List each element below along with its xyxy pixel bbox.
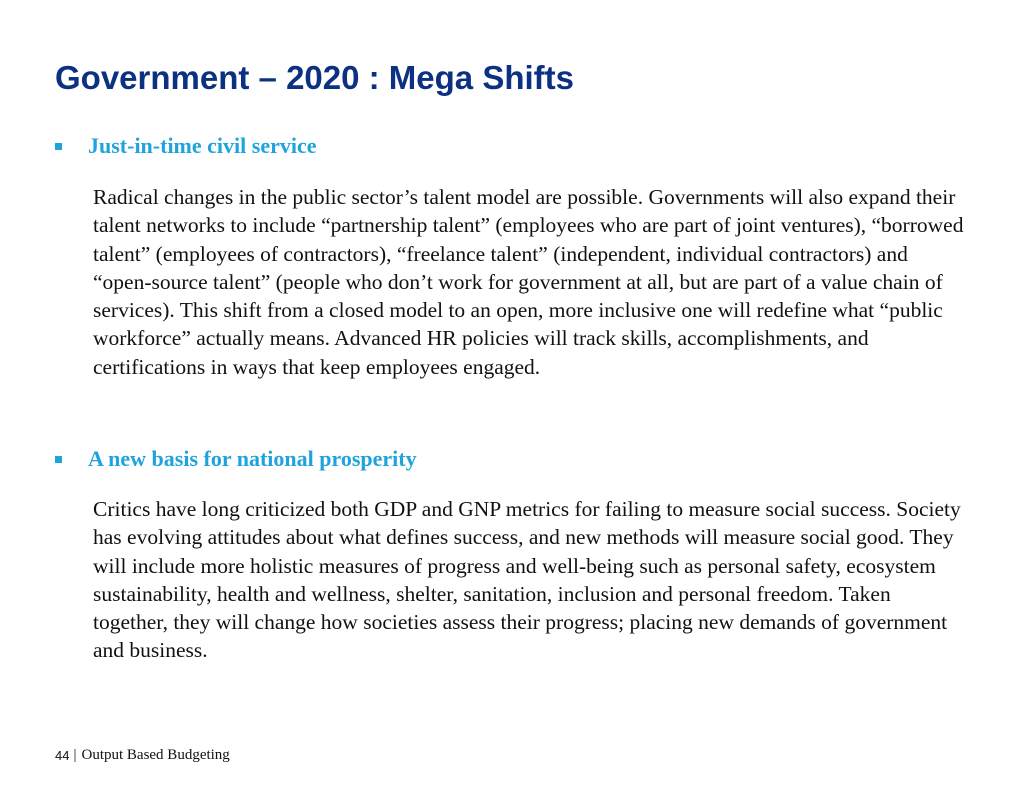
section-body-civil-service: Radical changes in the public sector’s talent model are possible. Governments will also expand their talent networks to include “partnership talent” (employees who are part of joint ventures), “borrowed talent” (employees of contractors), “freelance talent” (independent, individual contractors) and “open-source talent” (people who don’t work for government at all, but are part of a value chain of services). This shift from a closed model to an open, more inclusive one will redefine what “public workforce” actually means. Advanced HR policies will track skills, accomplishments, and certifications in ways that keep employees engaged. xyxy=(93,185,964,379)
section-heading-national-prosperity xyxy=(55,445,417,473)
footer-separator: | xyxy=(73,746,77,763)
square-bullet-icon xyxy=(55,143,62,150)
section-heading-text: Just-in-time civil service xyxy=(88,133,317,158)
slide-footer xyxy=(55,745,230,765)
section-heading-civil-service xyxy=(55,132,317,160)
section-heading-text: A new basis for national prosperity xyxy=(88,446,417,471)
slide-title: Government – 2020 : Mega Shifts xyxy=(55,59,574,96)
square-bullet-icon xyxy=(55,456,62,463)
footer-document-title: Output Based Budgeting xyxy=(81,746,230,763)
section-body-national-prosperity: Critics have long criticized both GDP and GNP metrics for failing to measure social success. Society has evolving attitudes about what defines success, and new methods will measure social good. They will include more holistic measures of progress and well-being such as personal safety, ecosystem sustainability, health and wellness, shelter, sanitation, inclusion and personal freedom. Taken together, they will change how societies assess their progress; placing new demands of government and business. xyxy=(93,497,961,663)
page-number: 44 xyxy=(55,747,70,763)
